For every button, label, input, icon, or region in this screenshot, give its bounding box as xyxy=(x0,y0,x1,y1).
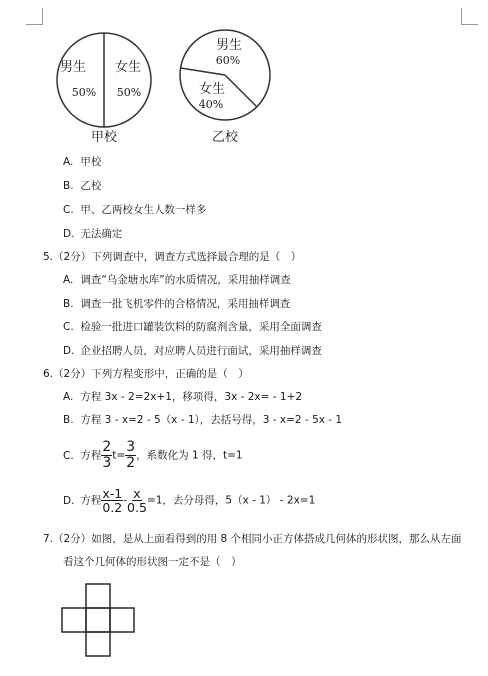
yi-pie-caption: 乙校 xyxy=(212,130,239,145)
q7-stem-line-2: 看这个几何体的形状图一定不是（ ） xyxy=(63,556,242,568)
fraction-numerator: x xyxy=(133,486,141,501)
grid-square-bottom xyxy=(86,632,110,656)
fraction-numerator: 3 xyxy=(126,439,136,455)
option-letter: D. xyxy=(63,228,75,240)
option-text-prefix: 方程 xyxy=(80,494,102,507)
q5-option-d[interactable] xyxy=(63,344,322,358)
grid-square-middle-center xyxy=(86,608,110,632)
option-letter: C. xyxy=(63,321,74,333)
option-text: 甲校 xyxy=(80,156,102,168)
option-letter: B. xyxy=(63,180,74,192)
option-text: 调查“乌金塘水库”的水质情况，采用抽样调查 xyxy=(80,274,291,286)
q4-option-b[interactable] xyxy=(63,179,101,193)
yi-pie-divider xyxy=(225,75,257,107)
fraction-two-thirds xyxy=(101,440,112,471)
q5-stem: 5.（2分）下列调查中，调查方式选择最合理的是（ ） xyxy=(43,251,302,263)
jia-male-pct: 50% xyxy=(71,86,97,99)
option-text: 方程 3 - x=2 - 5（x - 1），去括号得，3 - x=2 - 5x - 1 xyxy=(80,414,343,426)
jia-male-label: 男生 xyxy=(59,60,87,75)
q6-option-a[interactable] xyxy=(63,390,302,404)
grid-square-top xyxy=(86,584,110,608)
yi-pie-divider xyxy=(181,68,225,75)
q5-option-a[interactable] xyxy=(63,273,291,287)
q4-option-d[interactable] xyxy=(63,227,122,241)
option-text: 甲、乙两校女生人数一样多 xyxy=(80,204,207,216)
yi-female-label: 女生 xyxy=(198,82,226,97)
school-pie-charts xyxy=(0,0,488,150)
yi-male-label: 男生 xyxy=(215,38,243,53)
yi-female-pct: 40% xyxy=(198,98,224,111)
jia-female-pct: 50% xyxy=(116,86,142,99)
fraction-numerator: x-1 xyxy=(102,486,123,501)
option-text: 企业招聘人员，对应聘人员进行面试，采用抽样调查 xyxy=(80,345,322,357)
q6-option-c[interactable] xyxy=(63,440,243,471)
jia-female-label: 女生 xyxy=(114,60,142,75)
jia-pie-caption: 甲校 xyxy=(91,130,118,145)
fraction-denominator: 2 xyxy=(126,455,136,471)
yi-male-pct: 60% xyxy=(215,54,241,67)
option-text: 调查一批飞机零件的合格情况，采用抽样调查 xyxy=(80,298,291,310)
fraction-denominator: 0.2 xyxy=(102,500,123,515)
grid-square-middle-right xyxy=(110,608,134,632)
fraction-denominator: 3 xyxy=(102,455,112,471)
fraction-denominator: 0.5 xyxy=(127,500,147,515)
option-text-suffix: ，系数化为 1 得，t=1 xyxy=(136,449,243,462)
option-text: 乙校 xyxy=(80,180,102,192)
fraction-x-minus-1-over-0-2 xyxy=(101,487,123,514)
q5-option-b[interactable] xyxy=(63,297,290,311)
equation-middle: t= xyxy=(112,449,126,462)
option-letter: A. xyxy=(63,156,74,168)
option-text-prefix: 方程 xyxy=(80,449,102,462)
q6-option-d[interactable] xyxy=(63,487,315,514)
grid-square-middle-left xyxy=(62,608,86,632)
equation-equals: =1 xyxy=(146,494,163,507)
option-text-suffix: ，去分母得，5（x - 1） - 2x=1 xyxy=(162,494,316,507)
option-text: 检验一批进口罐装饮料的防腐剂含量，采用全面调查 xyxy=(80,321,322,333)
q4-option-c[interactable] xyxy=(63,203,206,217)
q4-option-a[interactable] xyxy=(63,155,101,169)
fraction-three-halves xyxy=(125,440,136,471)
option-letter: D. xyxy=(63,345,75,357)
q6-stem: 6.（2分）下列方程变形中，正确的是（ ） xyxy=(43,368,249,380)
option-letter: C. xyxy=(63,204,74,216)
option-letter: D. xyxy=(63,494,75,507)
option-letter: B. xyxy=(63,298,74,310)
option-letter: B. xyxy=(63,414,74,426)
option-letter: A. xyxy=(63,274,74,286)
option-letter: A. xyxy=(63,391,74,403)
q7-stem-line-1: 7.（2分）如图，是从上面看得到的用 8 个相同小正方体搭成几何体的形状图，那么从左面 xyxy=(43,533,462,545)
fraction-numerator: 2 xyxy=(102,439,112,455)
q6-option-b[interactable] xyxy=(63,413,342,427)
option-text: 方程 3x - 2=2x+1，移项得，3x - 2x= - 1+2 xyxy=(80,391,303,403)
equation-minus: - xyxy=(123,494,128,507)
fraction-x-over-0-5 xyxy=(127,487,147,514)
option-text: 无法确定 xyxy=(80,228,123,240)
q5-option-c[interactable] xyxy=(63,320,322,334)
option-letter: C. xyxy=(63,449,74,462)
